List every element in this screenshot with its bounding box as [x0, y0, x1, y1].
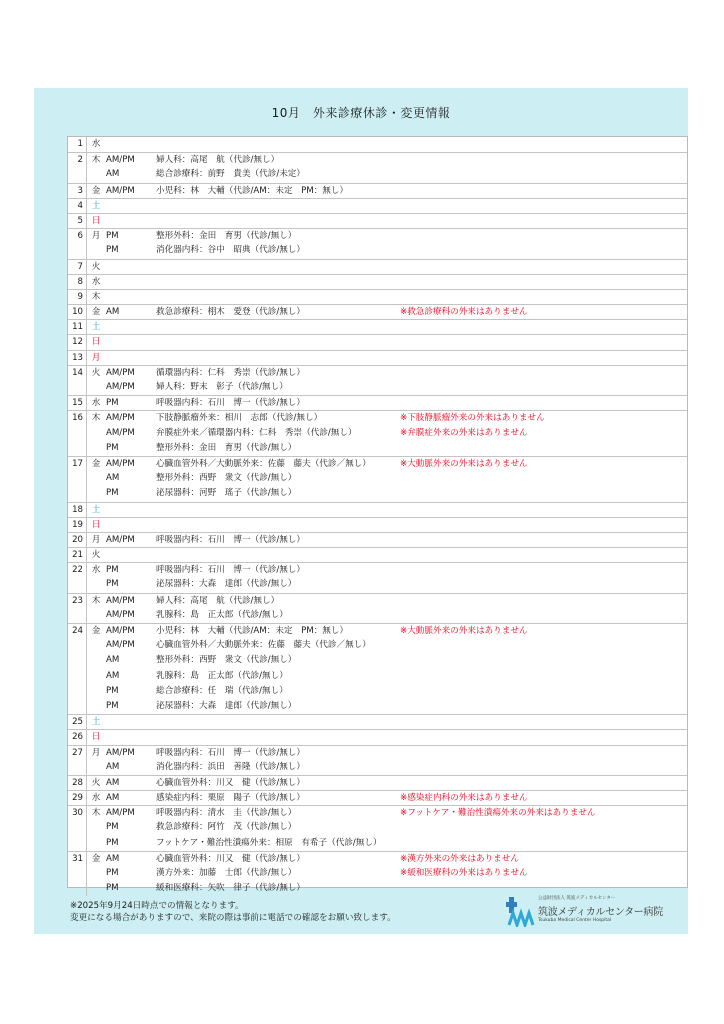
time-cell: PM: [106, 442, 119, 453]
time-cell: [105, 518, 156, 532]
time-cell: AM: [106, 670, 120, 681]
time-cell: [105, 548, 156, 562]
department-doctor-cell: 総合診療科：前野 貴美（代診/未定）: [156, 169, 305, 180]
time-cell: AM/PM: [106, 382, 135, 392]
table-row: [68, 729, 687, 744]
page-title: 10月 外来診療休診・変更情報: [271, 106, 451, 120]
department-doctor-cell: 感染症内科：栗原 陽子（代診/無し）: [156, 793, 305, 804]
weekday-cell: [87, 881, 105, 896]
day-cell: 20: [68, 533, 87, 547]
day-cell: 27: [68, 746, 87, 760]
day-cell: [68, 486, 87, 501]
table-row: [68, 228, 687, 243]
time-cell: AM/PM: [106, 808, 135, 819]
weekday-cell: [87, 836, 105, 851]
table-row: [68, 820, 687, 835]
table-row: [68, 137, 687, 152]
weekday-cell: [87, 441, 105, 456]
table-row: [68, 699, 687, 714]
day-cell: 29: [68, 791, 87, 805]
table-row: [68, 638, 687, 653]
weekday-cell: 火: [91, 550, 101, 561]
table-row: [68, 577, 687, 592]
weekday-cell: 日: [91, 215, 101, 226]
department-doctor-cell: [156, 503, 400, 517]
weekday-cell: [87, 820, 105, 835]
department-doctor-cell: 乳腺科：島 正太郎（代診/無し）: [156, 670, 288, 681]
footnote: [70, 900, 396, 924]
time-cell: PM: [106, 579, 119, 590]
table-row: [68, 395, 687, 410]
weekday-cell: 木: [91, 155, 101, 166]
weekday-cell: [87, 699, 105, 714]
time-cell: AM: [106, 307, 120, 318]
table-row: [68, 547, 687, 562]
note-cell: ※下肢静脈瘤外来の外来はありません: [400, 413, 545, 424]
department-doctor-cell: 心臓血管外科／大動脈外来：佐藤 藤夫（代診／無し）: [156, 458, 371, 469]
department-doctor-cell: [156, 715, 400, 729]
day-cell: 21: [68, 548, 87, 562]
time-cell: [105, 290, 156, 304]
department-doctor-cell: 整形外科：西野 衆文（代診/無し）: [156, 655, 297, 666]
day-cell: 19: [68, 518, 87, 532]
time-cell: AM: [106, 777, 120, 788]
time-cell: AM: [106, 473, 120, 484]
note-cell: ※救急診療科の外来はありません: [400, 307, 528, 318]
table-row: [68, 623, 687, 638]
weekday-cell: [87, 669, 105, 684]
table-row: [68, 365, 687, 380]
hospital-logo-icon: [506, 897, 536, 927]
time-cell: AM/PM: [106, 640, 135, 651]
weekday-cell: 金: [91, 307, 101, 318]
day-cell: 7: [68, 260, 87, 274]
department-doctor-cell: 呼吸器内科：石川 博一（代診/無し）: [156, 534, 305, 545]
table-row: [68, 562, 687, 577]
weekday-cell: 月: [91, 231, 101, 242]
day-cell: 11: [68, 320, 87, 334]
time-cell: [105, 715, 156, 729]
day-cell: [68, 684, 87, 699]
table-row: [68, 426, 687, 441]
weekday-cell: [87, 486, 105, 501]
time-cell: PM: [106, 883, 119, 894]
weekday-cell: 金: [91, 853, 101, 864]
department-doctor-cell: 婦人科：野末 彰子（代診/無し）: [156, 382, 288, 392]
weekday-cell: 木: [91, 595, 101, 606]
day-cell: 31: [68, 852, 87, 866]
department-doctor-cell: 呼吸器内科：石川 博一（代診/無し）: [156, 398, 305, 409]
weekday-cell: 月: [91, 352, 101, 363]
table-row: [68, 152, 687, 167]
table-row: [68, 350, 687, 365]
table-row: [68, 790, 687, 805]
time-cell: PM: [106, 488, 119, 499]
day-cell: [68, 167, 87, 182]
day-cell: 23: [68, 594, 87, 608]
department-doctor-cell: [156, 137, 400, 152]
time-cell: PM: [106, 565, 119, 576]
department-doctor-cell: [156, 730, 400, 744]
day-cell: 30: [68, 806, 87, 820]
day-cell: 14: [68, 366, 87, 380]
department-doctor-cell: 漢方外来：加藤 士郎（代診/無し）: [156, 868, 297, 878]
weekday-cell: 金: [91, 185, 101, 196]
time-cell: PM: [106, 822, 119, 833]
day-cell: [68, 881, 87, 896]
day-cell: [68, 699, 87, 714]
note-cell: ※感染症内科の外来はありません: [400, 793, 528, 804]
weekday-cell: [87, 684, 105, 699]
table-row: [68, 486, 687, 501]
time-cell: [105, 503, 156, 517]
table-row: [68, 410, 687, 425]
table-row: [68, 608, 687, 623]
day-cell: [68, 669, 87, 684]
time-cell: PM: [106, 700, 119, 711]
time-cell: PM: [106, 868, 119, 878]
day-cell: 13: [68, 351, 87, 365]
day-cell: [68, 471, 87, 486]
day-cell: 6: [68, 229, 87, 243]
weekday-cell: 水: [91, 793, 101, 804]
hospital-logo: [506, 894, 663, 930]
department-doctor-cell: 整形外科：西野 衆文（代診/無し）: [156, 473, 297, 484]
time-cell: AM: [106, 793, 120, 804]
time-cell: AM/PM: [106, 626, 135, 636]
time-cell: AM/PM: [106, 427, 135, 438]
weekday-cell: [87, 866, 105, 881]
logo-hospital-name: 筑波メディカルセンター病院: [538, 907, 663, 918]
time-cell: AM/PM: [106, 413, 135, 424]
table-row: [68, 456, 687, 471]
department-doctor-cell: 泌尿器科：大森 達郎（代診/無し）: [156, 579, 297, 590]
day-cell: 10: [68, 305, 87, 319]
time-cell: PM: [106, 685, 119, 696]
department-doctor-cell: 心臓血管外科：川又 健（代診/無し）: [156, 853, 305, 864]
day-cell: 16: [68, 411, 87, 425]
department-doctor-cell: 小児科：林 大輔（代診/AM：未定 PM：無し）: [156, 185, 349, 196]
note-cell: ※大動脈外来の外来はありません: [400, 626, 528, 636]
day-cell: 24: [68, 624, 87, 638]
table-row: [68, 669, 687, 684]
day-cell: 17: [68, 457, 87, 471]
department-doctor-cell: 消化器内科：谷中 昭典（代診/無し）: [156, 245, 305, 256]
day-cell: [68, 426, 87, 441]
note-cell: ※漢方外来の外来はありません: [400, 853, 519, 864]
day-cell: [68, 608, 87, 623]
weekday-cell: 土: [91, 504, 101, 515]
time-cell: [105, 260, 156, 274]
table-row: [68, 851, 687, 866]
day-cell: 8: [68, 275, 87, 289]
department-doctor-cell: 消化器内科：浜田 善隆（代診/無し）: [156, 761, 305, 772]
department-doctor-cell: 呼吸器内科：清水 圭（代診/無し）: [156, 808, 297, 819]
department-doctor-cell: [156, 199, 400, 213]
table-row: [68, 684, 687, 699]
day-cell: 5: [68, 214, 87, 228]
day-cell: [68, 638, 87, 653]
department-doctor-cell: 循環器内科：仁科 秀崇（代診/無し）: [156, 367, 305, 378]
department-doctor-cell: 心臓血管外科／大動脈外来：佐藤 藤夫（代診／無し）: [156, 640, 371, 651]
logo-english-name: Tsukuba Medical Center Hospital: [538, 918, 612, 923]
schedule-panel: [34, 88, 688, 934]
table-row: [68, 745, 687, 760]
department-doctor-cell: [156, 351, 400, 365]
note-cell: ※フットケア・難治性潰瘍外来の外来はありません: [400, 808, 596, 819]
department-doctor-cell: フットケア・難治性潰瘍外来：相原 有希子（代診/無し）: [156, 837, 382, 848]
department-doctor-cell: [156, 290, 400, 304]
table-row: [68, 502, 687, 517]
time-cell: AM/PM: [106, 155, 135, 166]
table-row: [68, 319, 687, 334]
department-doctor-cell: 整形外科：金田 育男（代診/無し）: [156, 442, 297, 453]
weekday-cell: [87, 577, 105, 592]
department-doctor-cell: 弁膜症外来／循環器内科：仁科 秀崇（代診/無し）: [156, 427, 357, 438]
logo-org-name: 公益財団法人 筑波メディカルセンター: [538, 896, 616, 901]
weekday-cell: 日: [91, 519, 101, 530]
time-cell: AM/PM: [106, 367, 135, 378]
day-cell: [68, 243, 87, 258]
day-cell: 3: [68, 184, 87, 198]
day-cell: 2: [68, 153, 87, 167]
table-row: [68, 304, 687, 319]
weekday-cell: 土: [91, 322, 101, 333]
department-doctor-cell: 小児科：林 大輔（代診/AM：未定 PM：無し）: [156, 626, 349, 636]
weekday-cell: [87, 653, 105, 668]
table-row: [68, 775, 687, 790]
day-cell: [68, 820, 87, 835]
department-doctor-cell: [156, 518, 400, 532]
table-row: [68, 259, 687, 274]
time-cell: [105, 351, 156, 365]
day-cell: [68, 441, 87, 456]
table-row: [68, 243, 687, 258]
table-row: [68, 653, 687, 668]
department-doctor-cell: 下肢静脈瘤外来：相川 志郎（代診/無し）: [156, 413, 323, 424]
weekday-cell: [87, 760, 105, 775]
weekday-cell: [87, 167, 105, 182]
weekday-cell: 月: [91, 747, 101, 758]
weekday-cell: 金: [91, 458, 101, 469]
time-cell: [105, 275, 156, 289]
weekday-cell: 水: [91, 276, 101, 287]
table-row: [68, 760, 687, 775]
schedule-table: [67, 136, 688, 894]
table-row: [68, 714, 687, 729]
time-cell: PM: [106, 398, 119, 409]
time-cell: [105, 335, 156, 349]
department-doctor-cell: [156, 275, 400, 289]
department-doctor-cell: 緩和医療科：矢吹 律子（代診/無し）: [156, 883, 305, 894]
table-row: [68, 441, 687, 456]
department-doctor-cell: 救急診療科：阿竹 茂（代診/無し）: [156, 822, 297, 833]
time-cell: AM: [106, 853, 120, 864]
day-cell: 22: [68, 563, 87, 577]
day-cell: [68, 653, 87, 668]
weekday-cell: [87, 243, 105, 258]
weekday-cell: 水: [91, 565, 101, 576]
footnote-date: ※2025年9月24日時点での情報となります。: [70, 901, 244, 911]
weekday-cell: 火: [91, 367, 101, 378]
day-cell: 25: [68, 715, 87, 729]
time-cell: AM/PM: [106, 595, 135, 606]
table-row: [68, 167, 687, 182]
department-doctor-cell: 総合診療科：任 瑞（代診/無し）: [156, 685, 288, 696]
time-cell: AM/PM: [106, 185, 135, 196]
department-doctor-cell: [156, 214, 400, 228]
time-cell: AM/PM: [106, 609, 135, 620]
time-cell: AM/PM: [106, 458, 135, 469]
table-row: [68, 213, 687, 228]
day-cell: 28: [68, 776, 87, 790]
note-cell: ※緩和医療科の外来はありません: [400, 868, 528, 878]
table-row: [68, 517, 687, 532]
time-cell: AM: [106, 169, 120, 180]
weekday-cell: 火: [91, 261, 101, 272]
table-row: [68, 532, 687, 547]
weekday-cell: 火: [91, 777, 101, 788]
note-cell: ※大動脈外来の外来はありません: [400, 458, 528, 469]
department-doctor-cell: [156, 335, 400, 349]
weekday-cell: 日: [91, 732, 101, 743]
weekday-cell: 木: [91, 291, 101, 302]
day-cell: [68, 380, 87, 395]
note-cell: ※弁膜症外来の外来はありません: [400, 427, 528, 438]
weekday-cell: 木: [91, 413, 101, 424]
table-row: [68, 593, 687, 608]
day-cell: 4: [68, 199, 87, 213]
weekday-cell: 水: [91, 398, 101, 409]
department-doctor-cell: 婦人科：高尾 航（代診/無し）: [156, 155, 280, 166]
day-cell: 9: [68, 290, 87, 304]
time-cell: PM: [106, 231, 119, 242]
weekday-cell: 水: [91, 139, 101, 149]
department-doctor-cell: [156, 260, 400, 274]
weekday-cell: [87, 426, 105, 441]
department-doctor-cell: 乳腺科：島 正太郎（代診/無し）: [156, 609, 288, 620]
footnote-notice: 変更になる場合がありますので、来院の際は事前に電話での確認をお願い致します。: [70, 913, 396, 923]
weekday-cell: [87, 638, 105, 653]
time-cell: AM/PM: [106, 534, 135, 545]
weekday-cell: [87, 380, 105, 395]
time-cell: [105, 320, 156, 334]
day-cell: [68, 577, 87, 592]
department-doctor-cell: [156, 320, 400, 334]
time-cell: AM: [106, 655, 120, 666]
weekday-cell: [87, 471, 105, 486]
day-cell: 18: [68, 503, 87, 517]
day-cell: 1: [68, 137, 87, 152]
weekday-cell: [87, 608, 105, 623]
department-doctor-cell: 泌尿器科：河野 瑤子（代診/無し）: [156, 488, 297, 499]
day-cell: [68, 836, 87, 851]
department-doctor-cell: 泌尿器科：大森 達郎（代診/無し）: [156, 700, 297, 711]
department-doctor-cell: [156, 548, 400, 562]
table-row: [68, 198, 687, 213]
weekday-cell: 土: [91, 717, 101, 728]
table-row: [68, 334, 687, 349]
time-cell: PM: [106, 245, 119, 256]
day-cell: 15: [68, 396, 87, 410]
day-cell: 12: [68, 335, 87, 349]
weekday-cell: 木: [91, 808, 101, 819]
department-doctor-cell: 救急診療科：栩木 愛登（代診/無し）: [156, 307, 305, 318]
table-row: [68, 805, 687, 820]
table-row: [68, 471, 687, 486]
weekday-cell: 日: [91, 337, 101, 348]
department-doctor-cell: 心臓血管外科：川又 健（代診/無し）: [156, 777, 305, 788]
time-cell: AM: [106, 761, 120, 772]
time-cell: [105, 137, 156, 152]
department-doctor-cell: 呼吸器内科：石川 博一（代診/無し）: [156, 565, 305, 576]
weekday-cell: 月: [91, 534, 101, 545]
department-doctor-cell: 呼吸器内科：石川 博一（代診/無し）: [156, 747, 305, 758]
table-row: [68, 836, 687, 851]
day-cell: 26: [68, 730, 87, 744]
department-doctor-cell: 整形外科：金田 育男（代診/無し）: [156, 231, 297, 242]
table-row: [68, 380, 687, 395]
table-row: [68, 183, 687, 198]
time-cell: [105, 730, 156, 744]
table-row: [68, 289, 687, 304]
time-cell: [105, 214, 156, 228]
time-cell: AM/PM: [106, 747, 135, 758]
table-row: [68, 274, 687, 289]
time-cell: PM: [106, 837, 119, 848]
weekday-cell: 金: [91, 626, 101, 636]
table-row: [68, 866, 687, 881]
day-cell: [68, 866, 87, 881]
day-cell: [68, 760, 87, 775]
weekday-cell: 土: [91, 200, 101, 211]
time-cell: [105, 199, 156, 213]
department-doctor-cell: 婦人科：高尾 航（代診/無し）: [156, 595, 280, 606]
